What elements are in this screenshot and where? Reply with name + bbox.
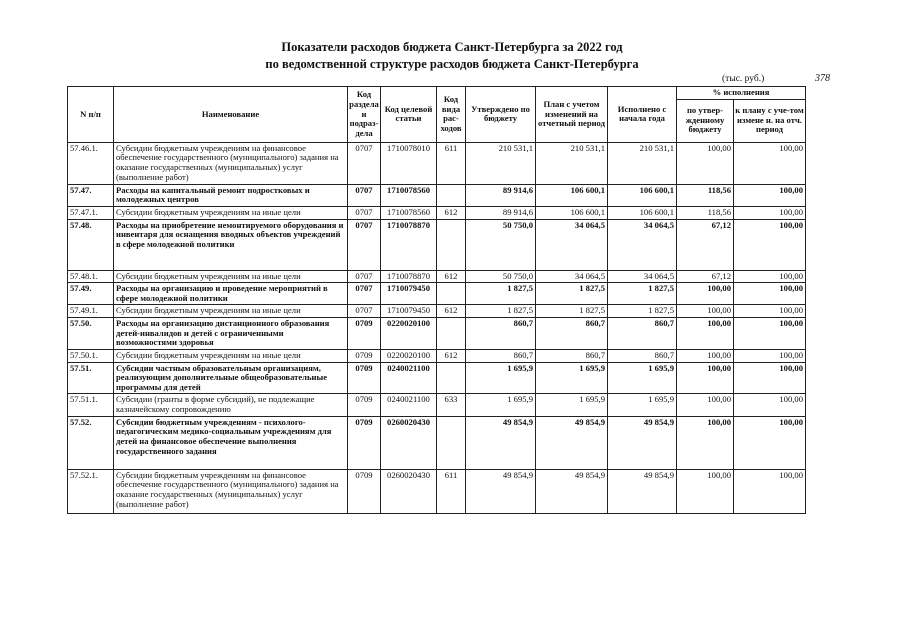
plan-amount: 860,7 [536,318,608,350]
target-code: 1710078870 [381,219,437,270]
pct-plan: 100,00 [734,184,806,206]
expense-type-code [437,283,466,305]
expense-type-code: 611 [437,469,466,513]
plan-amount: 49 854,9 [536,469,608,513]
plan-amount: 210 531,1 [536,142,608,184]
pct-plan: 100,00 [734,362,806,394]
section-code: 0709 [348,318,381,350]
plan-amount: 1 827,5 [536,305,608,318]
table-row [68,270,806,283]
row-name: Субсидии (гранты в форме субсидий), не подлежащие казначейскому сопровождению [114,394,348,416]
units-label: (тыс. руб.) [722,74,765,84]
row-number: 57.52. [68,416,114,469]
pct-plan: 100,00 [734,416,806,469]
table-row [68,469,806,513]
plan-amount: 1 695,9 [536,394,608,416]
row-name: Субсидии бюджетным учреждениям на финансовое обеспечение государственного (муниципального) задания на оказание государственных (муниципальных) услуг (выполнение работ) [114,142,348,184]
pct-approved: 100,00 [677,394,734,416]
row-number: 57.49. [68,283,114,305]
target-code: 1710078560 [381,206,437,219]
row-name: Субсидии бюджетным учреждениям на финансовое обеспечение государственного (муниципального) задания на оказание государственных (муниципальных) услуг (выполнение работ) [114,469,348,513]
approved-amount: 89 914,6 [466,206,536,219]
pct-plan: 100,00 [734,394,806,416]
header-section: Код раздела и подраз-дела [348,87,381,143]
row-number: 57.47. [68,184,114,206]
section-code: 0707 [348,305,381,318]
document-title-line-1: Показатели расходов бюджета Санкт-Петербурга за 2022 год [281,40,623,54]
target-code: 1710079450 [381,283,437,305]
row-number: 57.48.1. [68,270,114,283]
pct-plan: 100,00 [734,219,806,270]
row-number: 57.47.1. [68,206,114,219]
pct-approved: 118,56 [677,206,734,219]
section-code: 0709 [348,349,381,362]
header-num: N п/п [68,87,114,143]
pct-approved: 118,56 [677,184,734,206]
row-number: 57.49.1. [68,305,114,318]
row-number: 57.48. [68,219,114,270]
expense-type-code: 612 [437,305,466,318]
pct-plan: 100,00 [734,305,806,318]
row-name: Расходы на капитальный ремонт подростковых и молодежных центров [114,184,348,206]
header-type: Код вида рас-ходов [437,87,466,143]
executed-amount: 1 695,9 [608,394,677,416]
target-code: 0260020430 [381,469,437,513]
row-number: 57.50. [68,318,114,350]
pct-plan: 100,00 [734,270,806,283]
header-plan: План с учетом изменений на отчетный период [536,87,608,143]
executed-amount: 49 854,9 [608,469,677,513]
executed-amount: 860,7 [608,349,677,362]
header-pct-approved: по утвер-жденному бюджету [677,99,734,142]
section-code: 0707 [348,270,381,283]
plan-amount: 106 600,1 [536,206,608,219]
expense-type-code: 612 [437,206,466,219]
table-row [68,305,806,318]
expense-type-code: 633 [437,394,466,416]
pct-approved: 100,00 [677,416,734,469]
executed-amount: 860,7 [608,318,677,350]
table-row [68,184,806,206]
pct-approved: 100,00 [677,469,734,513]
pct-approved: 67,12 [677,270,734,283]
header-target: Код целевой статьи [381,87,437,143]
table-row [68,362,806,394]
row-number: 57.50.1. [68,349,114,362]
approved-amount: 1 695,9 [466,394,536,416]
row-name: Расходы на организацию и проведение мероприятий в сфере молодежной политики [114,283,348,305]
header-name: Наименование [114,87,348,143]
row-name: Субсидии бюджетным учреждениям - психолого-педагогическим медико-социальным учреждениям для детей на финансовое обеспечение выполнения государственного задания [114,416,348,469]
executed-amount: 34 064,5 [608,270,677,283]
target-code: 1710078870 [381,270,437,283]
table-row [68,394,806,416]
section-code: 0707 [348,283,381,305]
plan-amount: 1 695,9 [536,362,608,394]
table-row [68,283,806,305]
header-executed: Исполнено с начала года [608,87,677,143]
table-row [68,206,806,219]
expense-type-code: 611 [437,142,466,184]
executed-amount: 1 695,9 [608,362,677,394]
expense-type-code [437,416,466,469]
header-percent-group: % исполнения [677,87,806,100]
pct-approved: 100,00 [677,318,734,350]
pct-plan: 100,00 [734,142,806,184]
approved-amount: 210 531,1 [466,142,536,184]
section-code: 0709 [348,362,381,394]
document-title-line-2: по ведомственной структуре расходов бюджета Санкт-Петербурга [265,57,639,71]
approved-amount: 860,7 [466,318,536,350]
target-code: 0240021100 [381,362,437,394]
target-code: 0220020100 [381,318,437,350]
section-code: 0707 [348,219,381,270]
expense-type-code [437,219,466,270]
row-name: Субсидии бюджетным учреждениям на иные цели [114,305,348,318]
row-name: Расходы на приобретение немонтируемого оборудования и инвентаря для оснащения вводных объектов учреждений в сфере молодежной политики [114,219,348,270]
row-number: 57.51. [68,362,114,394]
section-code: 0707 [348,184,381,206]
pct-approved: 100,00 [677,305,734,318]
approved-amount: 89 914,6 [466,184,536,206]
header-approved: Утверждено по бюджету [466,87,536,143]
executed-amount: 1 827,5 [608,283,677,305]
approved-amount: 1 695,9 [466,362,536,394]
expenditure-table [67,86,806,514]
plan-amount: 1 827,5 [536,283,608,305]
approved-amount: 50 750,0 [466,270,536,283]
table-row [68,349,806,362]
approved-amount: 49 854,9 [466,416,536,469]
approved-amount: 1 827,5 [466,283,536,305]
header-pct-plan: к плану с уче-том измене н. на отч. период [734,99,806,142]
row-name: Субсидии частным образовательным организациям, реализующим дополнительные общеобразовательные программы для детей [114,362,348,394]
pct-plan: 100,00 [734,349,806,362]
expense-type-code: 612 [437,349,466,362]
pct-plan: 100,00 [734,318,806,350]
row-name: Расходы на организацию дистанционного образования детей-инвалидов и детей с ограниченными возможностями здоровья [114,318,348,350]
plan-amount: 34 064,5 [536,219,608,270]
executed-amount: 1 827,5 [608,305,677,318]
section-code: 0709 [348,416,381,469]
target-code: 0260020430 [381,416,437,469]
target-code: 1710078560 [381,184,437,206]
executed-amount: 106 600,1 [608,184,677,206]
pct-approved: 67,12 [677,219,734,270]
expense-type-code [437,184,466,206]
pct-approved: 100,00 [677,142,734,184]
table-row [68,416,806,469]
pct-approved: 100,00 [677,283,734,305]
row-name: Субсидии бюджетным учреждениям на иные цели [114,349,348,362]
row-number: 57.46.1. [68,142,114,184]
approved-amount: 49 854,9 [466,469,536,513]
plan-amount: 106 600,1 [536,184,608,206]
row-name: Субсидии бюджетным учреждениям на иные цели [114,206,348,219]
target-code: 1710078010 [381,142,437,184]
table-row [68,142,806,184]
pct-approved: 100,00 [677,362,734,394]
pct-plan: 100,00 [734,283,806,305]
executed-amount: 210 531,1 [608,142,677,184]
section-code: 0707 [348,142,381,184]
plan-amount: 49 854,9 [536,416,608,469]
expense-type-code [437,318,466,350]
executed-amount: 34 064,5 [608,219,677,270]
section-code: 0709 [348,469,381,513]
expense-type-code: 612 [437,270,466,283]
section-code: 0707 [348,206,381,219]
approved-amount: 860,7 [466,349,536,362]
approved-amount: 1 827,5 [466,305,536,318]
target-code: 0240021100 [381,394,437,416]
pct-approved: 100,00 [677,349,734,362]
executed-amount: 49 854,9 [608,416,677,469]
table-row [68,219,806,270]
executed-amount: 106 600,1 [608,206,677,219]
plan-amount: 860,7 [536,349,608,362]
section-code: 0709 [348,394,381,416]
row-name: Субсидии бюджетным учреждениям на иные цели [114,270,348,283]
pct-plan: 100,00 [734,469,806,513]
row-number: 57.51.1. [68,394,114,416]
approved-amount: 50 750,0 [466,219,536,270]
pct-plan: 100,00 [734,206,806,219]
row-number: 57.52.1. [68,469,114,513]
page-number: 378 [815,73,830,84]
table-row [68,318,806,350]
target-code: 1710079450 [381,305,437,318]
expense-type-code [437,362,466,394]
plan-amount: 34 064,5 [536,270,608,283]
target-code: 0220020100 [381,349,437,362]
